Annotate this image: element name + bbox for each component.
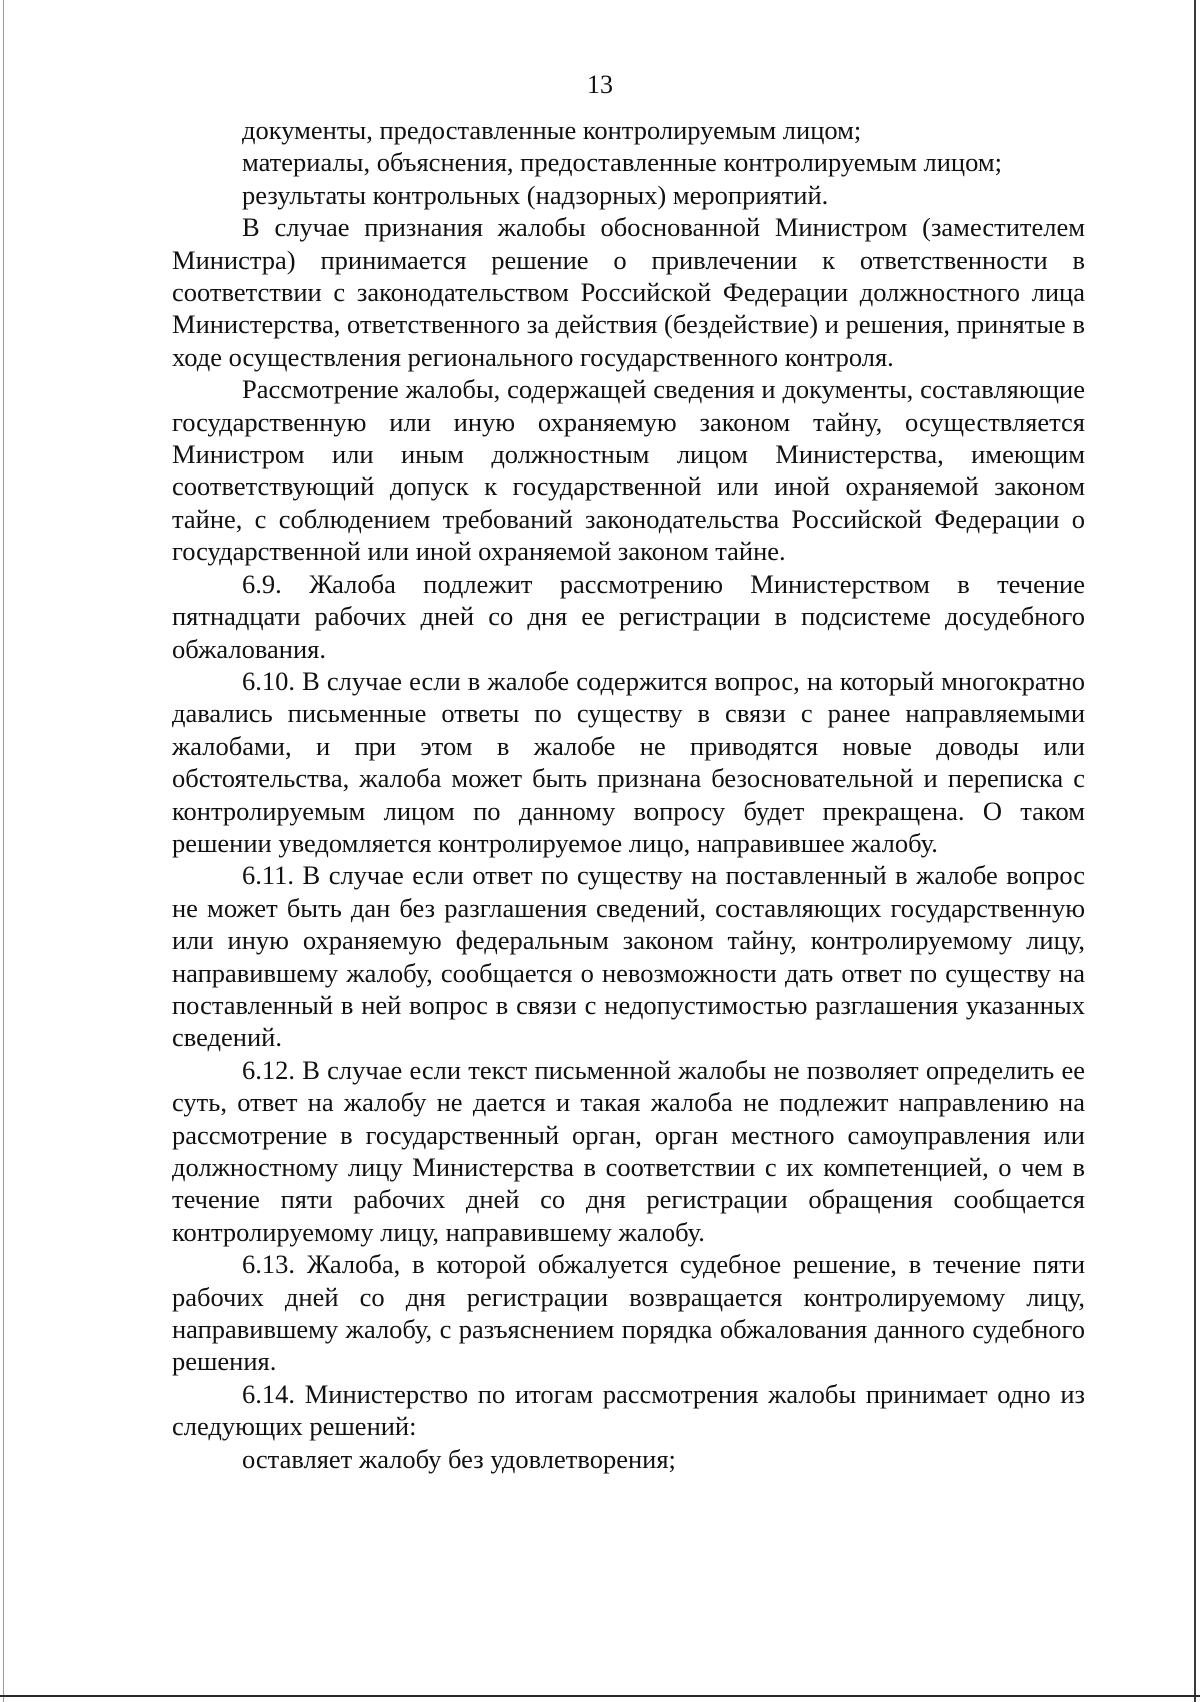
- paragraph-6-10: 6.10. В случае если в жалобе содержится вопрос, на который многократно давались письменные ответы по существу в связи с ранее направляемыми жалобами, и при этом в жалобе не приводятся новые доводы или обстоятельства, жалоба может быть признана безосновательной и переписка с контролируемым лицом по данному вопросу будет прекращена. О таком решении уведомляется контролируемое лицо, направившее жалобу.: [172, 665, 1085, 858]
- paragraph-6-14: 6.14. Министерство по итогам рассмотрения жалобы принимает одно из следующих решений:: [172, 1378, 1085, 1442]
- paragraph-6-11: 6.11. В случае если ответ по существу на поставленный в жалобе вопрос не может быть дан без разглашения сведений, составляющих государственную или иную охраняемую федеральным законом тайну, контролируемому лицу, направившему жалобу, сообщается о невозможности дать ответ по существу на поставленный в ней вопрос в связи с недопустимостью разглашения указанных сведений.: [172, 860, 1085, 1053]
- scan-edge-left: [3, 0, 4, 1702]
- paragraph-6-9: 6.9. Жалоба подлежит рассмотрению Министерством в течение пятнадцати рабочих дней со дня ее регистрации в подсистеме досудебного обжалования.: [172, 568, 1085, 664]
- page-number: 13: [587, 70, 613, 99]
- list-item-reject: оставляет жалобу без удовлетворения;: [242, 1443, 676, 1474]
- document-body: [172, 114, 1085, 1475]
- scan-edge-bottom: [0, 1695, 1200, 1697]
- list-item-materials: материалы, объяснения, предоставленные контролируемым лицом;: [242, 147, 1002, 178]
- paragraph-secret-review: Рассмотрение жалобы, содержащей сведения и документы, составляющие государственную или иную охраняемую законом тайну, осуществляется Министром или иным должностным лицом Министерства, имеющим соответствующий допуск к государственной или иной охраняемой законом тайне, с соблюдением требований законодательства Российской Федерации о государственной или иной охраняемой законом тайне.: [172, 374, 1085, 567]
- paragraph-6-12: 6.12. В случае если текст письменной жалобы не позволяет определить ее суть, ответ на жалобу не дается и такая жалоба не подлежит направлению на рассмотрение в государственный орган, орган местного самоуправления или должностному лицу Министерства в соответствии с их компетенцией, о чем в течение пяти рабочих дней со дня регистрации обращения сообщается контролируемому лицу, направившему жалобу.: [172, 1054, 1085, 1247]
- paragraph-6-13: 6.13. Жалоба, в которой обжалуется судебное решение, в течение пяти рабочих дней со дня регистрации возвращается контролируемому лицу, направившему жалобу, с разъяснением порядка обжалования данного судебного решения.: [172, 1249, 1085, 1377]
- list-item-documents: документы, предоставленные контролируемым лицом;: [242, 115, 862, 145]
- paragraph-liability: В случае признания жалобы обоснованной Министром (заместителем Министра) принимается решение о привлечении к ответственности в соответствии с законодательством Российской Федерации должностного лица Министерства, ответственного за действия (бездействие) и решения, принятые в ходе осуществления регионального государственного контроля.: [172, 212, 1085, 372]
- scan-edge-right: [1194, 0, 1196, 1702]
- list-item-results: результаты контрольных (надзорных) мероприятий.: [242, 179, 829, 210]
